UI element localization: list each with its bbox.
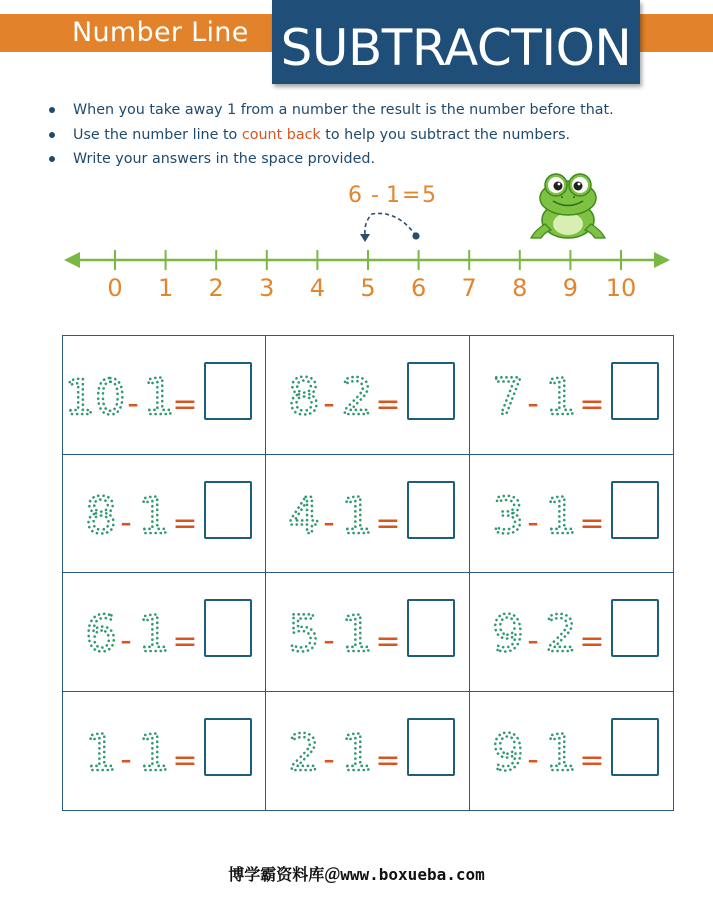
minus-sign: - xyxy=(526,384,539,422)
example-equals: = xyxy=(402,183,421,208)
example-minus: - xyxy=(371,183,379,208)
minus-sign: - xyxy=(323,502,336,541)
equals-sign: = xyxy=(375,624,401,659)
answer-box[interactable] xyxy=(611,718,659,776)
example-equation xyxy=(348,183,436,208)
minus-sign: - xyxy=(526,502,539,541)
problem-cell xyxy=(266,455,469,574)
problem-cell xyxy=(470,573,673,692)
minuend-digits: 3 xyxy=(491,486,524,545)
number-line-label: 4 xyxy=(309,274,326,302)
answer-box[interactable] xyxy=(407,362,455,420)
number-line-label: 8 xyxy=(512,274,528,302)
minuend-digits: 2 xyxy=(288,723,321,782)
problem-equation xyxy=(63,336,203,454)
answer-box[interactable] xyxy=(407,718,455,776)
answer-box[interactable] xyxy=(407,481,455,539)
right-arrow-icon xyxy=(654,252,670,268)
problem-cell xyxy=(63,336,266,455)
answer-box[interactable] xyxy=(407,599,455,657)
minus-sign: - xyxy=(526,621,539,659)
number-line-label: 0 xyxy=(107,274,123,302)
minuend-digits: 8 xyxy=(288,368,321,426)
instruction-item xyxy=(46,147,696,172)
example-operand-b: 1 xyxy=(386,183,400,208)
minuend-digits: 1 xyxy=(85,723,117,782)
bullet-icon xyxy=(49,132,55,138)
minuend-digits: 6 xyxy=(85,605,117,663)
bullet-icon xyxy=(49,156,55,162)
minus-sign: - xyxy=(120,621,132,659)
problem-cell xyxy=(266,336,469,455)
subtrahend-digits: 1 xyxy=(544,368,577,426)
answer-box[interactable] xyxy=(204,718,252,776)
start-dot xyxy=(412,232,419,239)
number-line-label: 2 xyxy=(208,274,224,302)
number-line-label: 3 xyxy=(259,274,275,302)
minus-sign: - xyxy=(323,621,336,659)
subtrahend-digits: 1 xyxy=(341,723,374,782)
equals-sign: = xyxy=(579,624,605,659)
problem-cell xyxy=(63,573,266,692)
problem-cell xyxy=(63,455,266,574)
frog-icon xyxy=(527,170,609,242)
equals-sign: = xyxy=(579,505,605,541)
equals-sign: = xyxy=(375,387,401,422)
number-line-label: 9 xyxy=(562,274,579,302)
answer-box[interactable] xyxy=(611,362,659,420)
answer-box[interactable] xyxy=(204,599,252,657)
problem-grid xyxy=(62,335,674,811)
equals-sign: = xyxy=(172,742,198,778)
instruction-highlight: count back xyxy=(241,126,321,143)
problem-cell xyxy=(470,455,673,574)
problem-equation xyxy=(470,336,610,454)
instruction-item xyxy=(46,123,696,148)
left-arrow-icon xyxy=(64,252,80,268)
subtrahend-digits: 1 xyxy=(341,486,374,545)
subtrahend-digits: 1 xyxy=(138,605,170,663)
problem-cell xyxy=(470,692,673,811)
subtrahend-digits: 1 xyxy=(143,368,175,426)
instruction-text: Write your answers in the space provided. xyxy=(73,151,375,167)
problem-equation xyxy=(470,455,610,573)
subtrahend-digits: 1 xyxy=(341,605,374,663)
number-line-label: 1 xyxy=(157,274,174,302)
problem-equation xyxy=(266,455,406,573)
minus-sign: - xyxy=(127,384,139,422)
count-back-arrow xyxy=(365,213,416,236)
equals-sign: = xyxy=(172,387,198,422)
instruction-text: Use the number line to xyxy=(73,126,242,143)
minuend-digits: 9 xyxy=(491,723,524,782)
bullet-icon xyxy=(49,107,55,113)
minus-sign: - xyxy=(526,739,539,778)
answer-box[interactable] xyxy=(204,481,252,539)
subtrahend-digits: 1 xyxy=(544,486,577,545)
problem-equation xyxy=(63,573,203,691)
example-operand-a: 6 xyxy=(348,183,362,208)
equals-sign: = xyxy=(172,624,198,659)
subtrahend-digits: 1 xyxy=(138,723,170,782)
equals-sign: = xyxy=(375,505,401,541)
subtitle: Number Line xyxy=(72,17,249,48)
count-back-arrowhead xyxy=(360,234,370,242)
instruction-text: When you take away 1 from a number the result is the number before that. xyxy=(73,102,614,118)
minus-sign: - xyxy=(323,739,336,778)
minus-sign: - xyxy=(120,739,132,778)
answer-box[interactable] xyxy=(611,481,659,539)
subtrahend-digits: 2 xyxy=(544,605,577,663)
subtrahend-digits: 1 xyxy=(138,486,170,545)
page-title: SUBTRACTION xyxy=(280,19,632,77)
number-line-ticks xyxy=(107,250,636,302)
problem-cell xyxy=(63,692,266,811)
problem-equation xyxy=(266,573,406,691)
equals-sign: = xyxy=(375,742,401,778)
problem-cell xyxy=(266,573,469,692)
equals-sign: = xyxy=(579,387,605,422)
answer-box[interactable] xyxy=(611,599,659,657)
minuend-digits: 8 xyxy=(85,486,117,545)
minuend-digits: 10 xyxy=(64,370,126,426)
minuend-digits: 4 xyxy=(288,486,321,545)
problem-equation xyxy=(63,692,203,810)
number-line-label: 6 xyxy=(410,274,427,302)
problem-cell xyxy=(266,692,469,811)
equals-sign: = xyxy=(579,742,605,778)
number-line-label: 5 xyxy=(360,274,376,302)
minuend-digits: 7 xyxy=(491,368,524,426)
instructions-list xyxy=(46,98,696,172)
minus-sign: - xyxy=(323,384,336,422)
minuend-digits: 9 xyxy=(491,605,524,663)
problem-equation xyxy=(470,692,610,810)
instruction-text: to help you subtract the numbers. xyxy=(320,126,571,143)
subtrahend-digits: 1 xyxy=(544,723,577,782)
problem-cell xyxy=(470,336,673,455)
equals-sign: = xyxy=(172,505,198,541)
minuend-digits: 5 xyxy=(288,605,321,663)
title-banner xyxy=(272,0,640,84)
problem-equation xyxy=(266,336,406,454)
problem-equation xyxy=(470,573,610,691)
subtrahend-digits: 2 xyxy=(341,368,374,426)
footer-watermark: 博学霸资料库＠www.boxueba.com xyxy=(228,865,485,884)
minus-sign: - xyxy=(120,502,132,541)
answer-box[interactable] xyxy=(204,362,252,420)
example-result: 5 xyxy=(422,183,436,208)
problem-equation xyxy=(266,692,406,810)
problem-equation xyxy=(63,455,203,573)
number-line-label: 7 xyxy=(461,274,477,302)
number-line-label: 10 xyxy=(605,274,637,302)
instruction-item xyxy=(46,98,696,123)
